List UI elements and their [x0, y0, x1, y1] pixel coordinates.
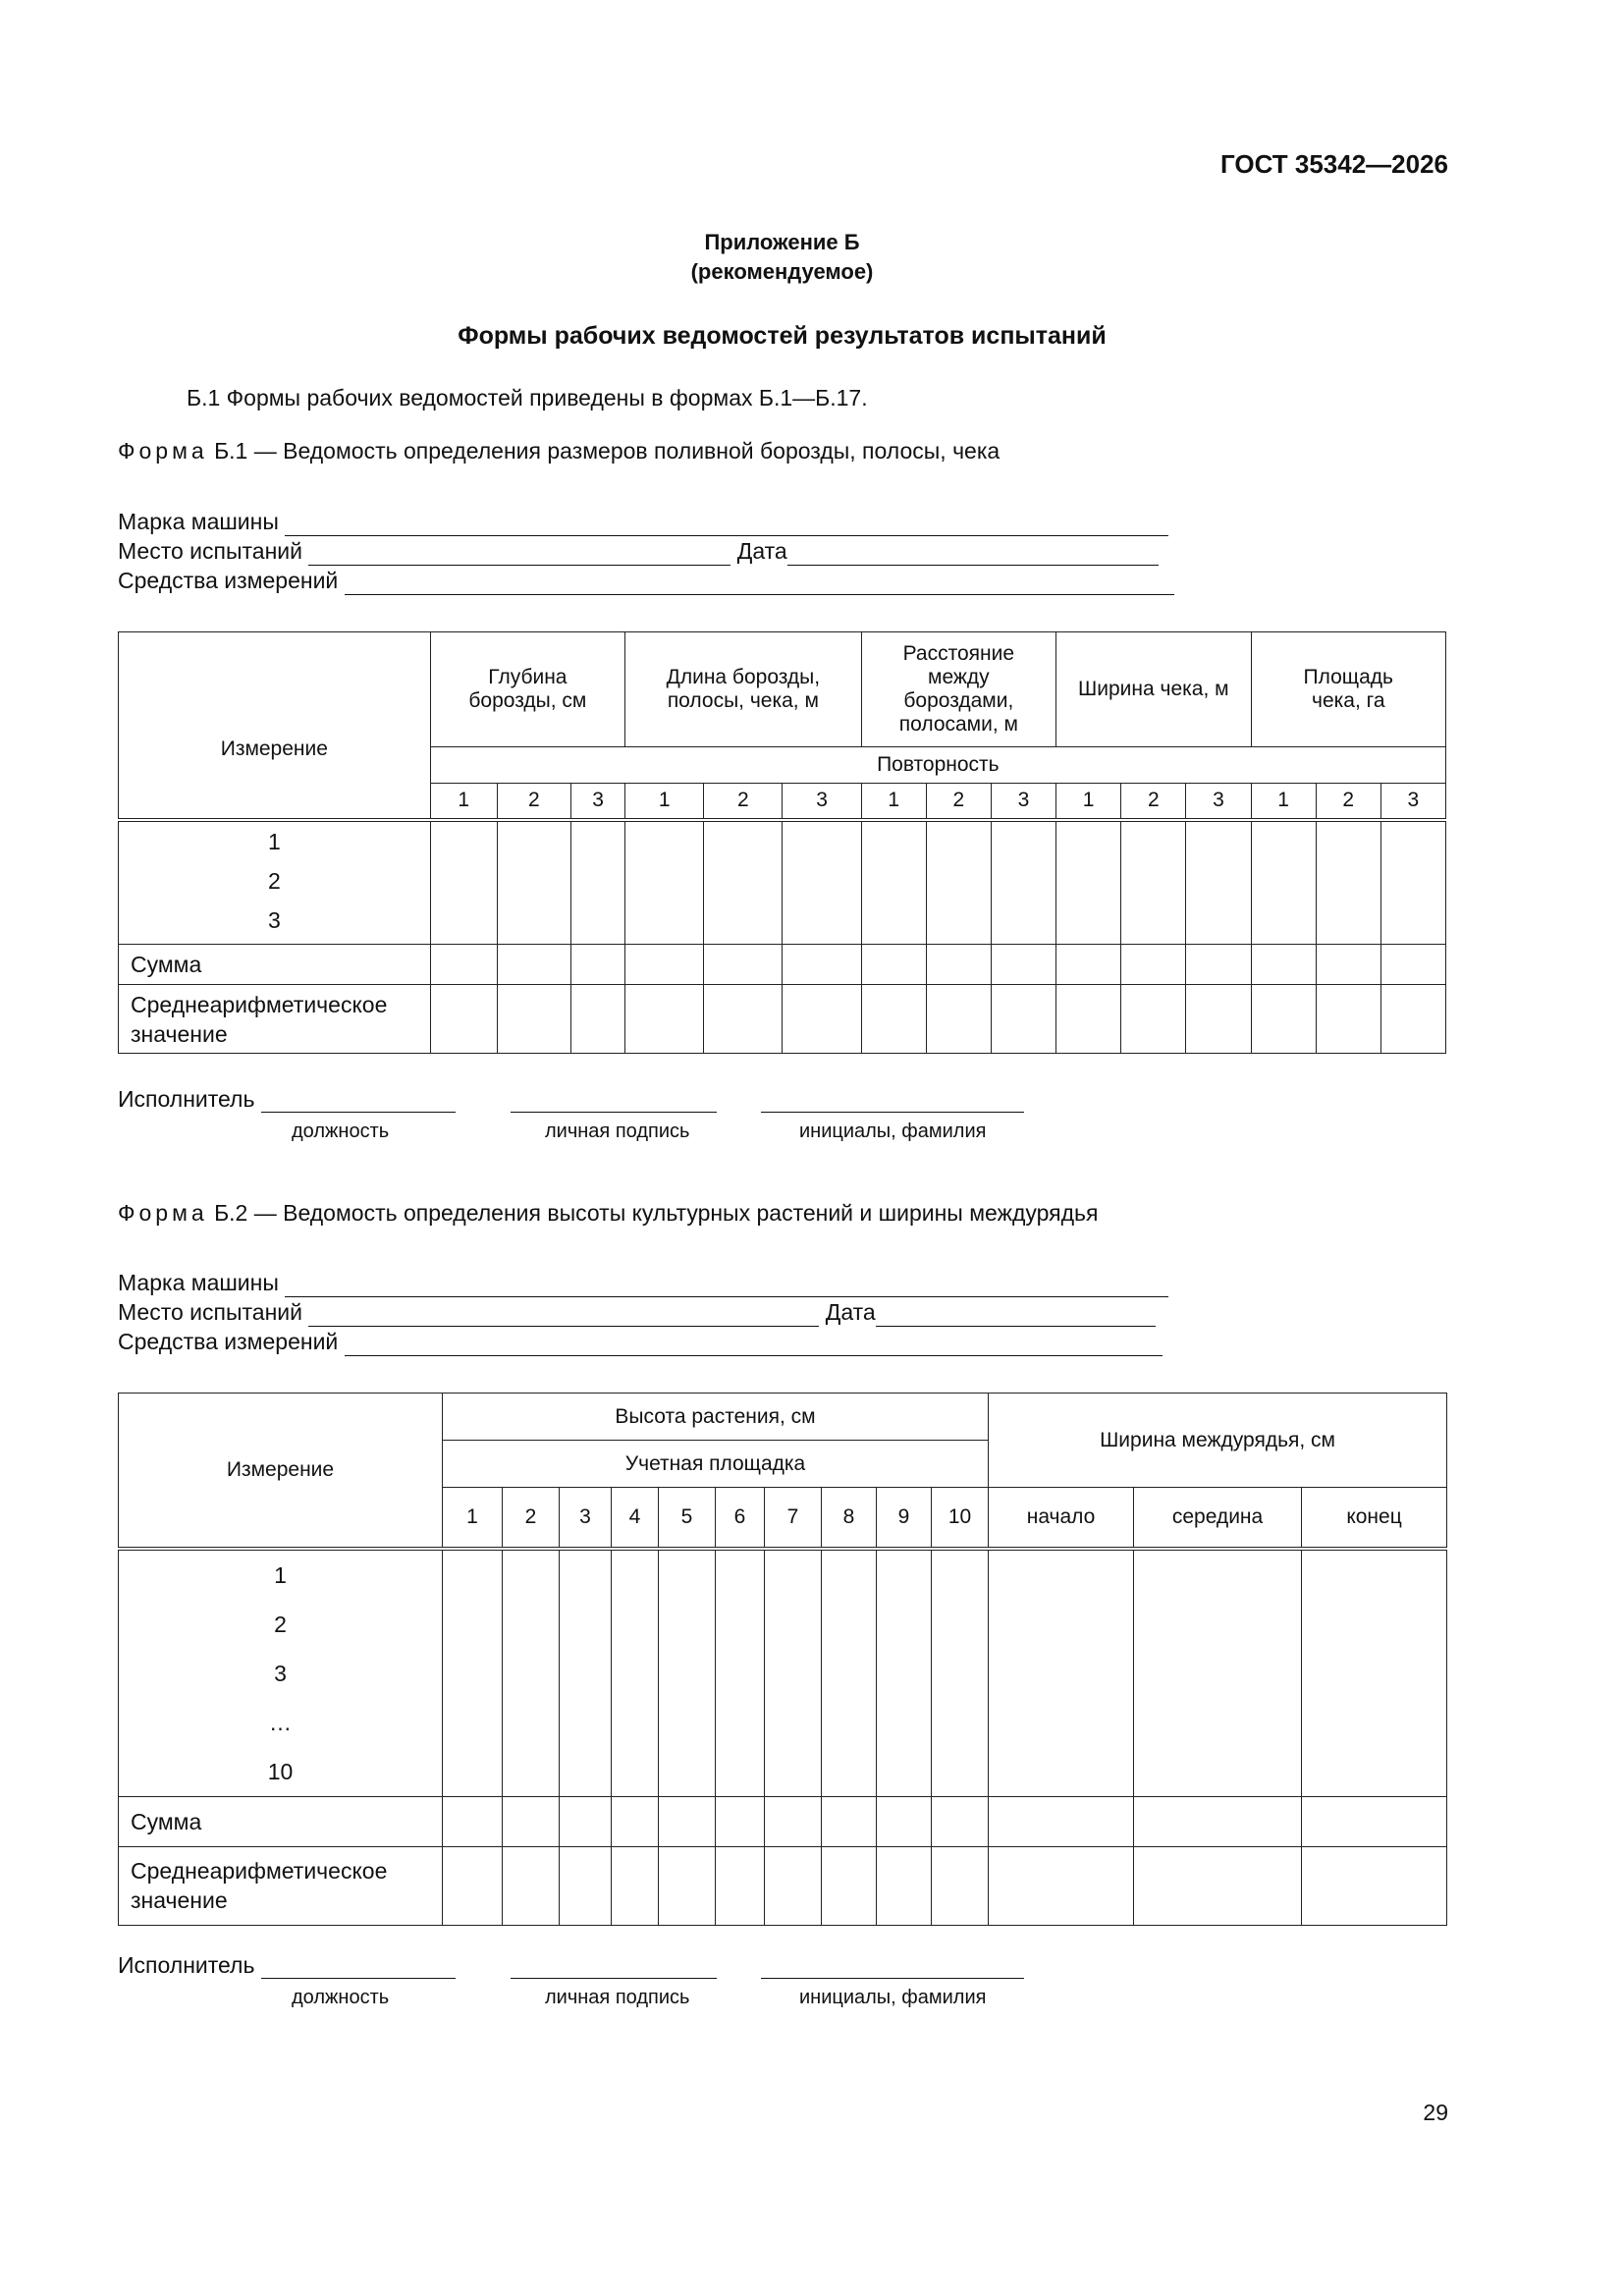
form1-cell[interactable]	[861, 820, 926, 945]
form1-sub-3: 3	[991, 784, 1055, 820]
form2-machine-field	[118, 1268, 1168, 1297]
form2-cell[interactable]	[443, 1796, 503, 1846]
form1-name-caption: инициалы, фамилия	[799, 1121, 987, 1142]
form2-cell[interactable]	[989, 1796, 1134, 1846]
form1-cell[interactable]	[991, 820, 1055, 945]
form2-tools-label: Средства измерений	[118, 1329, 339, 1354]
form2-signature-caption: личная подпись	[545, 1987, 690, 2008]
form1-group-distance: Расстояние между бороздами, полосами, м	[861, 632, 1055, 747]
form2-cell[interactable]	[716, 1796, 765, 1846]
form2-cell[interactable]	[560, 1549, 612, 1797]
form1-data-row	[119, 820, 1446, 945]
form2-title-text: Б.2 — Ведомость определения высоты культурных растений и ширины междурядья	[214, 1200, 1099, 1226]
form1-sub-1: 1	[625, 784, 704, 820]
form1-cell[interactable]	[1186, 820, 1251, 945]
form1-cell[interactable]	[570, 945, 624, 985]
form1-machine-field	[118, 507, 1168, 536]
form1-cell[interactable]	[497, 820, 570, 945]
form1-group-depth: Глубина борозды, см	[430, 632, 624, 747]
form1-group-area: Площадь чека, га	[1251, 632, 1445, 747]
form2-col-end: конец	[1302, 1488, 1447, 1549]
form1-sub-2: 2	[926, 784, 991, 820]
form1-signature-line[interactable]	[511, 1090, 717, 1113]
form1-sub-3: 3	[783, 784, 861, 820]
form2-place-label: Место испытаний	[118, 1299, 302, 1325]
form2-place-line[interactable]	[308, 1304, 819, 1327]
form2-data-row	[119, 1549, 1447, 1797]
form1-cell[interactable]	[991, 945, 1055, 985]
form1-cell[interactable]	[1056, 985, 1121, 1054]
form1-cell[interactable]	[1380, 820, 1445, 945]
form1-machine-label: Марка машины	[118, 509, 279, 534]
form1-sub-1: 1	[430, 784, 497, 820]
form1-place-label: Место испытаний	[118, 538, 302, 564]
form2-measure-2: 2	[274, 1611, 287, 1637]
form2-cell[interactable]	[443, 1846, 503, 1925]
form2-machine-label: Марка машины	[118, 1270, 279, 1295]
form1-cell[interactable]	[1186, 985, 1251, 1054]
form1-name-line[interactable]	[761, 1090, 1024, 1113]
form1-date-label: Дата	[736, 538, 787, 564]
form2-cell[interactable]	[1134, 1846, 1302, 1925]
form1-group-length: Длина борозды, полосы, чека, м	[625, 632, 862, 747]
form1-sub-2: 2	[1316, 784, 1380, 820]
form1-place-line[interactable]	[308, 543, 730, 566]
form2-col-10: 10	[932, 1488, 989, 1549]
form2-cell[interactable]	[932, 1846, 989, 1925]
form1-cell[interactable]	[625, 820, 704, 945]
form1-label: Форма	[118, 438, 208, 464]
annex-heading	[0, 228, 1564, 287]
form2-cell[interactable]	[659, 1846, 716, 1925]
form2-tools-field	[118, 1327, 1163, 1356]
form1-tools-line[interactable]	[345, 573, 1174, 595]
form2-position-line[interactable]	[261, 1956, 456, 1979]
form1-cell[interactable]	[625, 985, 704, 1054]
form1-cell[interactable]	[861, 945, 926, 985]
form1-position-caption: должность	[292, 1121, 390, 1142]
form1-cell[interactable]	[704, 985, 783, 1054]
form1-sum-label: Сумма	[119, 945, 431, 985]
form2-cell[interactable]	[659, 1796, 716, 1846]
page-number: 29	[1423, 2100, 1448, 2125]
form2-name-line[interactable]	[761, 1956, 1024, 1979]
form1-cell[interactable]	[1056, 820, 1121, 945]
form2-measure-10: 10	[267, 1758, 294, 1784]
form1-cell[interactable]	[497, 945, 570, 985]
form1-cell[interactable]	[1121, 985, 1186, 1054]
form2-tools-line[interactable]	[345, 1334, 1163, 1356]
form1-cell[interactable]	[1251, 985, 1316, 1054]
form2-measure-ellipsis: …	[269, 1709, 292, 1735]
form2-cell[interactable]	[1302, 1549, 1447, 1797]
document-code: ГОСТ 35342—2026	[1220, 149, 1448, 179]
form1-cell[interactable]	[704, 945, 783, 985]
form1-cell[interactable]	[861, 985, 926, 1054]
form1-tools-field	[118, 566, 1174, 595]
form1-cell[interactable]	[1251, 945, 1316, 985]
form1-cell[interactable]	[991, 985, 1055, 1054]
form2-name-caption: инициалы, фамилия	[799, 1987, 987, 2008]
form2-cell[interactable]	[659, 1549, 716, 1797]
form2-mean-row	[119, 1846, 1447, 1925]
form1-cell[interactable]	[1056, 945, 1121, 985]
form1-cell[interactable]	[570, 985, 624, 1054]
form2-date-line[interactable]	[876, 1304, 1156, 1327]
form2-cell[interactable]	[716, 1846, 765, 1925]
form2-cell[interactable]	[765, 1549, 822, 1797]
form2-cell[interactable]	[877, 1549, 932, 1797]
form2-cell[interactable]	[822, 1846, 877, 1925]
form2-measure-numbers	[119, 1549, 443, 1797]
form2-cell[interactable]	[443, 1549, 503, 1797]
form1-tools-label: Средства измерений	[118, 568, 339, 593]
form1-cell[interactable]	[783, 945, 861, 985]
form1-signature-block	[118, 1086, 1024, 1113]
form2-col-6: 6	[716, 1488, 765, 1549]
form2-cell[interactable]	[503, 1796, 560, 1846]
form1-sub-1: 1	[1056, 784, 1121, 820]
form1-cell[interactable]	[1380, 985, 1445, 1054]
form1-title	[118, 438, 1000, 465]
form2-col-5: 5	[659, 1488, 716, 1549]
form1-cell[interactable]	[926, 985, 991, 1054]
form1-mean-row	[119, 985, 1446, 1054]
form2-row-header: Измерение	[119, 1394, 443, 1549]
form1-measure-numbers	[119, 820, 431, 945]
form2-width-header: Ширина междурядья, см	[989, 1394, 1447, 1488]
form2-signature-line[interactable]	[511, 1956, 717, 1979]
form1-cell[interactable]	[783, 985, 861, 1054]
intro-paragraph: Б.1 Формы рабочих ведомостей приведены в формах Б.1—Б.17.	[187, 385, 868, 410]
annex-subtitle: (рекомендуемое)	[690, 259, 874, 284]
form2-col-7: 7	[765, 1488, 822, 1549]
form1-cell[interactable]	[783, 820, 861, 945]
form1-measure-3: 3	[267, 906, 281, 933]
form2-col-3: 3	[560, 1488, 612, 1549]
form2-signature-block	[118, 1952, 1024, 1979]
form2-sum-row	[119, 1796, 1447, 1846]
form2-cell[interactable]	[765, 1796, 822, 1846]
form2-col-8: 8	[822, 1488, 877, 1549]
form2-cell[interactable]	[1134, 1796, 1302, 1846]
form1-table	[118, 631, 1446, 1054]
form2-col-9: 9	[877, 1488, 932, 1549]
form2-plot-header: Учетная площадка	[443, 1441, 989, 1488]
form2-cell[interactable]	[560, 1846, 612, 1925]
form1-cell[interactable]	[1316, 820, 1380, 945]
form2-date-label: Дата	[825, 1299, 876, 1325]
form2-col-2: 2	[503, 1488, 560, 1549]
form1-sub-3: 3	[570, 784, 624, 820]
form2-mean-label: Среднеарифметическое значение	[119, 1846, 443, 1925]
form2-title	[118, 1200, 1098, 1227]
form2-table	[118, 1393, 1447, 1926]
form1-cell[interactable]	[704, 820, 783, 945]
form2-cell[interactable]	[716, 1549, 765, 1797]
form2-cell[interactable]	[1134, 1549, 1302, 1797]
form2-cell[interactable]	[989, 1846, 1134, 1925]
form1-cell[interactable]	[430, 945, 497, 985]
form2-cell[interactable]	[932, 1549, 989, 1797]
form2-sum-label: Сумма	[119, 1796, 443, 1846]
form1-row-header: Измерение	[119, 632, 431, 820]
form1-sub-3: 3	[1186, 784, 1251, 820]
form2-cell[interactable]	[877, 1846, 932, 1925]
form2-cell[interactable]	[1302, 1796, 1447, 1846]
form2-cell[interactable]	[560, 1796, 612, 1846]
form1-cell[interactable]	[1316, 985, 1380, 1054]
form1-place-field	[118, 536, 1159, 566]
form1-cell[interactable]	[1186, 945, 1251, 985]
form2-cell[interactable]	[822, 1796, 877, 1846]
form2-cell[interactable]	[503, 1846, 560, 1925]
form1-cell[interactable]	[570, 820, 624, 945]
form1-cell[interactable]	[430, 820, 497, 945]
form1-cell[interactable]	[1251, 820, 1316, 945]
form1-measure-2: 2	[267, 867, 281, 894]
form1-sub-1: 1	[861, 784, 926, 820]
form1-cell[interactable]	[430, 985, 497, 1054]
annex-name: Формы рабочих ведомостей результатов испытаний	[458, 322, 1107, 350]
form2-measure-3: 3	[274, 1660, 287, 1686]
form1-sub-2: 2	[704, 784, 783, 820]
form2-col-1: 1	[443, 1488, 503, 1549]
form2-col-start: начало	[989, 1488, 1134, 1549]
form1-cell[interactable]	[926, 820, 991, 945]
form1-sub-1: 1	[1251, 784, 1316, 820]
form1-position-line[interactable]	[261, 1090, 456, 1113]
form1-signature-caption: личная подпись	[545, 1121, 690, 1142]
form2-cell[interactable]	[989, 1549, 1134, 1797]
form1-cell[interactable]	[497, 985, 570, 1054]
form1-sub-2: 2	[497, 784, 570, 820]
form1-mean-label: Среднеарифметическое значение	[119, 985, 431, 1054]
form2-cell[interactable]	[612, 1846, 659, 1925]
form2-cell[interactable]	[1302, 1846, 1447, 1925]
form1-cell[interactable]	[1380, 945, 1445, 985]
form2-label: Форма	[118, 1200, 208, 1226]
form1-cell[interactable]	[1121, 945, 1186, 985]
form1-repeat-label: Повторность	[430, 747, 1445, 784]
form1-cell[interactable]	[1316, 945, 1380, 985]
form1-title-text: Б.1 — Ведомость определения размеров поливной борозды, полосы, чека	[214, 438, 1001, 464]
form2-col-4: 4	[612, 1488, 659, 1549]
form1-date-line[interactable]	[787, 543, 1159, 566]
form2-col-middle: середина	[1134, 1488, 1302, 1549]
form2-cell[interactable]	[612, 1796, 659, 1846]
form2-cell[interactable]	[822, 1549, 877, 1797]
form2-machine-line[interactable]	[285, 1275, 1168, 1297]
annex-title: Приложение Б	[704, 230, 860, 254]
form1-sub-3: 3	[1380, 784, 1445, 820]
form1-cell[interactable]	[625, 945, 704, 985]
form2-cell[interactable]	[877, 1796, 932, 1846]
form2-cell[interactable]	[932, 1796, 989, 1846]
form1-cell[interactable]	[926, 945, 991, 985]
form1-measure-1: 1	[267, 828, 281, 854]
form2-measure-1: 1	[274, 1561, 287, 1588]
form1-group-width: Ширина чека, м	[1056, 632, 1251, 747]
form2-height-header: Высота растения, см	[443, 1394, 989, 1441]
form1-cell[interactable]	[1121, 820, 1186, 945]
form2-cell[interactable]	[612, 1549, 659, 1797]
form2-cell[interactable]	[765, 1846, 822, 1925]
form1-sub-2: 2	[1121, 784, 1186, 820]
form2-position-caption: должность	[292, 1987, 390, 2008]
form2-cell[interactable]	[503, 1549, 560, 1797]
form1-executor-label: Исполнитель	[118, 1086, 255, 1112]
form1-sum-row	[119, 945, 1446, 985]
form2-place-field	[118, 1297, 1156, 1327]
form2-executor-label: Исполнитель	[118, 1952, 255, 1978]
form1-machine-line[interactable]	[285, 514, 1168, 536]
